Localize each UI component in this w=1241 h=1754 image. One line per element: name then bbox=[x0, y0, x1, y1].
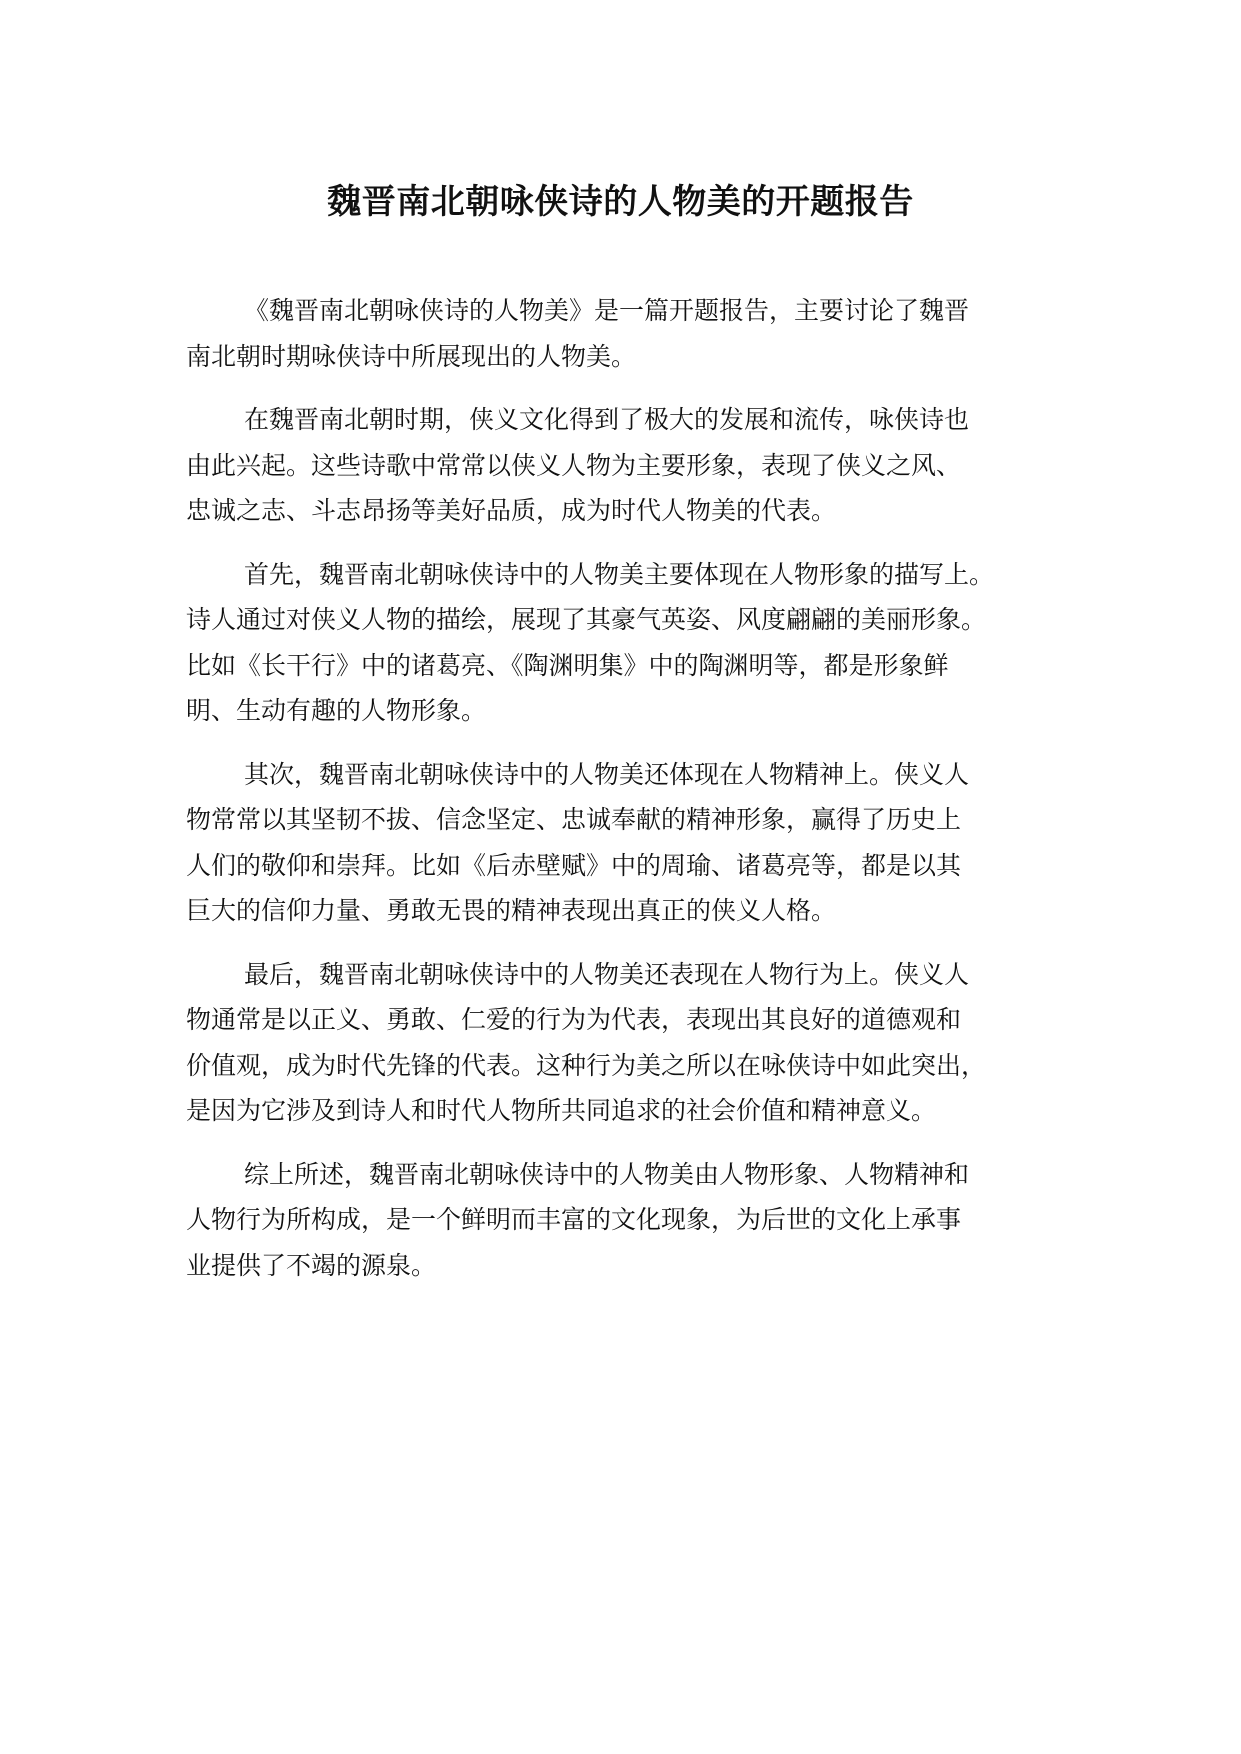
paragraph-1 bbox=[186, 288, 1076, 379]
paragraph-line: 诗人通过对侠义人物的描绘，展现了其豪气英姿、风度翩翩的美丽形象。 bbox=[186, 605, 987, 634]
paragraph-line: 忠诚之志、斗志昂扬等美好品质，成为时代人物美的代表。 bbox=[186, 496, 837, 525]
paragraph-line: 是因为它涉及到诗人和时代人物所共同追求的社会价值和精神意义。 bbox=[186, 1096, 937, 1125]
paragraph-line: 最后，魏晋南北朝咏侠诗中的人物美还表现在人物行为上。侠义人 bbox=[244, 959, 970, 989]
paragraph-line: 其次，魏晋南北朝咏侠诗中的人物美还体现在人物精神上。侠义人 bbox=[244, 759, 970, 789]
paragraph-line: 首先，魏晋南北朝咏侠诗中的人物美主要体现在人物形象的描写上。 bbox=[244, 559, 995, 589]
paragraph-line: 巨大的信仰力量、勇敢无畏的精神表现出真正的侠义人格。 bbox=[186, 896, 837, 925]
paragraph-line: 物常常以其坚韧不拔、信念坚定、忠诚奉献的精神形象，赢得了历史上 bbox=[186, 805, 962, 834]
paragraph-line: 价值观，成为时代先锋的代表。这种行为美之所以在咏侠诗中如此突出， bbox=[186, 1050, 987, 1080]
paragraph-2 bbox=[186, 397, 1076, 534]
paragraph-line: 物通常是以正义、勇敢、仁爱的行为为代表，表现出其良好的道德观和 bbox=[186, 1005, 962, 1034]
paragraph-3 bbox=[186, 552, 1076, 734]
paragraph-5 bbox=[186, 952, 1076, 1134]
paragraph-line: 业提供了不竭的源泉。 bbox=[186, 1250, 437, 1280]
paragraph-line: 比如《长干行》中的诸葛亮、《陶渊明集》中的陶渊明等，都是形象鲜 bbox=[186, 650, 949, 680]
document-title: 魏晋南北朝咏侠诗的人物美的开题报告 bbox=[327, 182, 914, 222]
paragraph-line: 《魏晋南北朝咏侠诗的人物美》是一篇开题报告，主要讨论了魏晋 bbox=[244, 296, 970, 325]
paragraph-line: 南北朝时期咏侠诗中所展现出的人物美。 bbox=[186, 341, 637, 371]
document-body bbox=[186, 288, 1076, 1306]
paragraph-line: 由此兴起。这些诗歌中常常以侠义人物为主要形象，表现了侠义之风、 bbox=[186, 450, 962, 480]
paragraph-line: 综上所述，魏晋南北朝咏侠诗中的人物美由人物形象、人物精神和 bbox=[244, 1159, 970, 1189]
paragraph-6 bbox=[186, 1152, 1076, 1289]
paragraph-line: 在魏晋南北朝时期，侠义文化得到了极大的发展和流传，咏侠诗也 bbox=[244, 405, 970, 434]
paragraph-line: 明、生动有趣的人物形象。 bbox=[186, 696, 487, 725]
paragraph-4 bbox=[186, 752, 1076, 934]
paragraph-line: 人们的敬仰和崇拜。比如《后赤壁赋》中的周瑜、诸葛亮等，都是以其 bbox=[186, 850, 962, 880]
paragraph-line: 人物行为所构成，是一个鲜明而丰富的文化现象，为后世的文化上承事 bbox=[186, 1205, 962, 1234]
